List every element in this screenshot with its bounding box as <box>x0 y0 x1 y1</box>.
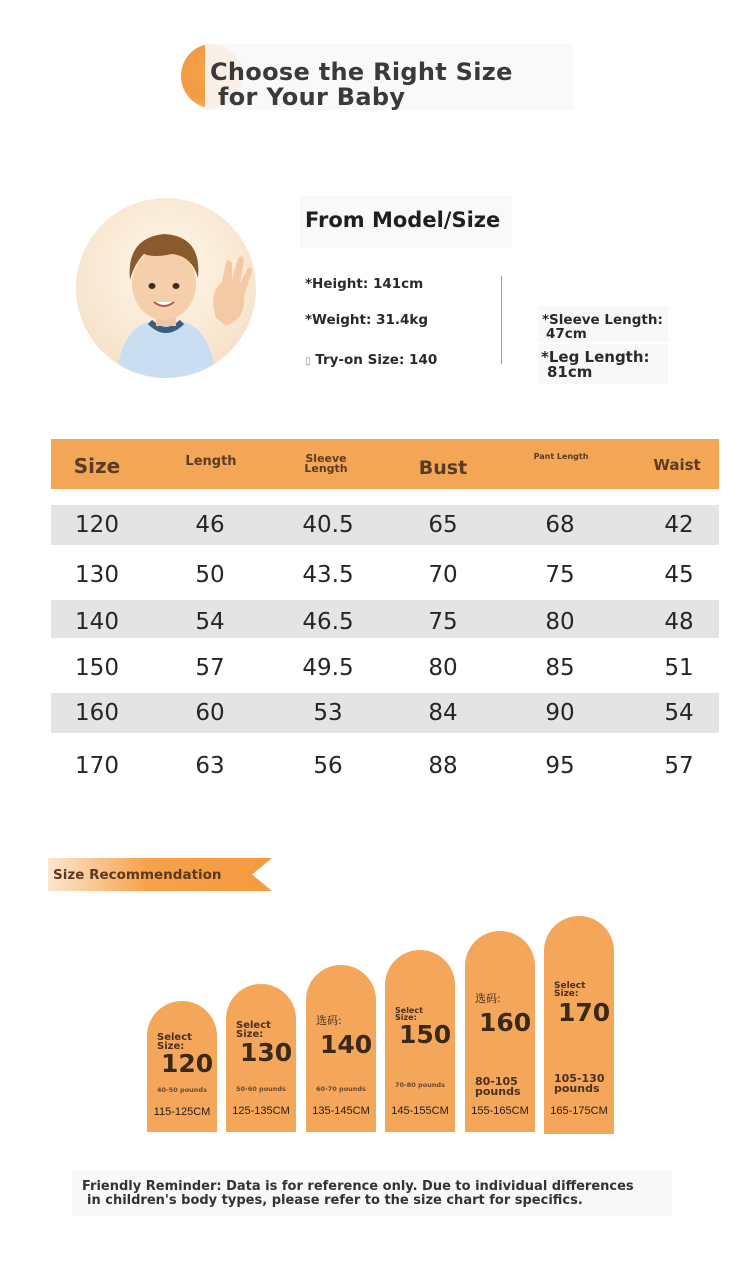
cell-size: 130 <box>75 562 119 588</box>
card-weight: 105-130 pounds <box>554 1072 605 1095</box>
cell-bust: 84 <box>428 700 458 726</box>
cell-waist: 57 <box>664 753 694 779</box>
model-weight: *Weight: 31.4kg <box>305 312 429 328</box>
header-bust: Bust <box>418 457 468 479</box>
header-sleeve-length <box>291 454 361 474</box>
model-tryon-size: Try-on Size: 140 <box>315 352 438 368</box>
card-select-label: 选码: <box>316 1014 342 1027</box>
cell-bust: 65 <box>428 512 458 538</box>
card-select-label: Select Size: <box>554 981 586 999</box>
cell-bust: 88 <box>428 753 458 779</box>
cell-waist: 51 <box>664 655 694 681</box>
header-length: Length <box>185 454 237 469</box>
reminder-line1: Friendly Reminder: Data is for reference only. Due to individual differences <box>82 1179 634 1194</box>
cell-length: 60 <box>195 700 225 726</box>
card-height-range: 145-155CM <box>391 1105 449 1117</box>
page-title-line1: Choose the Right Size <box>210 58 513 86</box>
size-card-150 <box>385 950 455 1132</box>
friendly-reminder <box>82 1180 634 1208</box>
card-height-range: 135-145CM <box>312 1105 370 1117</box>
size-card-170 <box>544 916 614 1134</box>
cell-pant: 68 <box>545 512 575 538</box>
model-sleeve-length <box>542 313 702 341</box>
child-model-illustration <box>76 198 256 378</box>
size-table-header <box>51 439 719 489</box>
cell-length: 57 <box>195 655 225 681</box>
model-section-title: From Model/Size <box>305 208 501 232</box>
table-row <box>51 648 719 688</box>
card-height-range: 155-165CM <box>471 1105 529 1117</box>
header-size: Size <box>73 454 121 478</box>
header-sleeve-line1: Sleeve <box>305 452 347 465</box>
card-height-range: 125-135CM <box>232 1105 290 1117</box>
table-row <box>51 505 719 545</box>
cell-size: 120 <box>75 512 119 538</box>
card-select-label: Select Size: <box>395 1006 423 1022</box>
cell-waist: 48 <box>664 609 694 635</box>
card-weight: 70-80 pounds <box>395 1081 445 1089</box>
table-row <box>51 746 719 786</box>
table-row <box>51 555 719 595</box>
cell-pant: 80 <box>545 609 575 635</box>
cell-size: 160 <box>75 700 119 726</box>
card-size-value: 170 <box>558 998 611 1027</box>
reminder-line2: in children's body types, please refer to the size chart for specifics. <box>87 1193 583 1208</box>
spec-divider <box>501 276 502 364</box>
model-tryon <box>305 353 437 369</box>
size-card-120 <box>147 1001 217 1132</box>
card-weight: 40-50 pounds <box>157 1086 207 1094</box>
cell-sleeve: 46.5 <box>302 609 354 635</box>
card-height-range: 165-175CM <box>550 1105 608 1117</box>
card-size-value: 150 <box>399 1020 452 1049</box>
card-weight: 80-105 pounds <box>475 1075 521 1098</box>
header-sleeve-line2: Length <box>304 462 348 475</box>
cell-pant: 75 <box>545 562 575 588</box>
card-weight: 60-70 pounds <box>316 1085 366 1093</box>
cell-sleeve: 53 <box>313 700 343 726</box>
cell-length: 50 <box>195 562 225 588</box>
model-sleeve-label: *Sleeve Length: <box>542 312 663 328</box>
cell-size: 150 <box>75 655 119 681</box>
header-pant-length: Pant Length <box>533 452 589 461</box>
header-waist: Waist <box>653 456 701 474</box>
cell-waist: 45 <box>664 562 694 588</box>
card-select-label: 选码: <box>475 992 501 1005</box>
cell-size: 140 <box>75 609 119 635</box>
page-title-line2: for Your Baby <box>218 83 406 111</box>
cell-bust: 70 <box>428 562 458 588</box>
card-height-range: 115-125CM <box>153 1106 211 1118</box>
cell-pant: 95 <box>545 753 575 779</box>
size-card-160 <box>465 931 535 1132</box>
card-weight: 50-60 pounds <box>236 1085 286 1093</box>
model-leg-value: 81cm <box>547 363 593 381</box>
page-title <box>210 60 513 110</box>
cell-pant: 85 <box>545 655 575 681</box>
card-size-value: 140 <box>320 1030 373 1059</box>
cell-length: 54 <box>195 609 225 635</box>
size-card-140 <box>306 965 376 1132</box>
card-size-value: 130 <box>240 1038 293 1067</box>
cell-sleeve: 49.5 <box>302 655 354 681</box>
model-sleeve-value: 47cm <box>546 326 587 342</box>
cell-length: 46 <box>195 512 225 538</box>
cell-length: 63 <box>195 753 225 779</box>
card-select-label: Select Size: <box>236 1020 271 1040</box>
table-row <box>51 600 719 638</box>
card-size-value: 120 <box>161 1049 214 1078</box>
card-size-value: 160 <box>479 1008 532 1037</box>
cell-sleeve: 40.5 <box>302 512 354 538</box>
cell-bust: 75 <box>428 609 458 635</box>
size-card-130 <box>226 984 296 1132</box>
card-select-label: Select Size: <box>157 1032 192 1052</box>
cell-bust: 80 <box>428 655 458 681</box>
cell-waist: 54 <box>664 700 694 726</box>
table-row <box>51 693 719 733</box>
model-photo <box>76 198 256 378</box>
model-leg-length <box>541 350 701 380</box>
model-leg-label: *Leg Length: <box>541 348 650 366</box>
cell-waist: 42 <box>664 512 694 538</box>
tryon-box-icon: ▯ <box>305 356 311 367</box>
cell-sleeve: 56 <box>313 753 343 779</box>
recommendation-label: Size Recommendation <box>53 867 222 883</box>
cell-size: 170 <box>75 753 119 779</box>
cell-pant: 90 <box>545 700 575 726</box>
model-height: *Height: 141cm <box>305 276 424 292</box>
cell-sleeve: 43.5 <box>302 562 354 588</box>
